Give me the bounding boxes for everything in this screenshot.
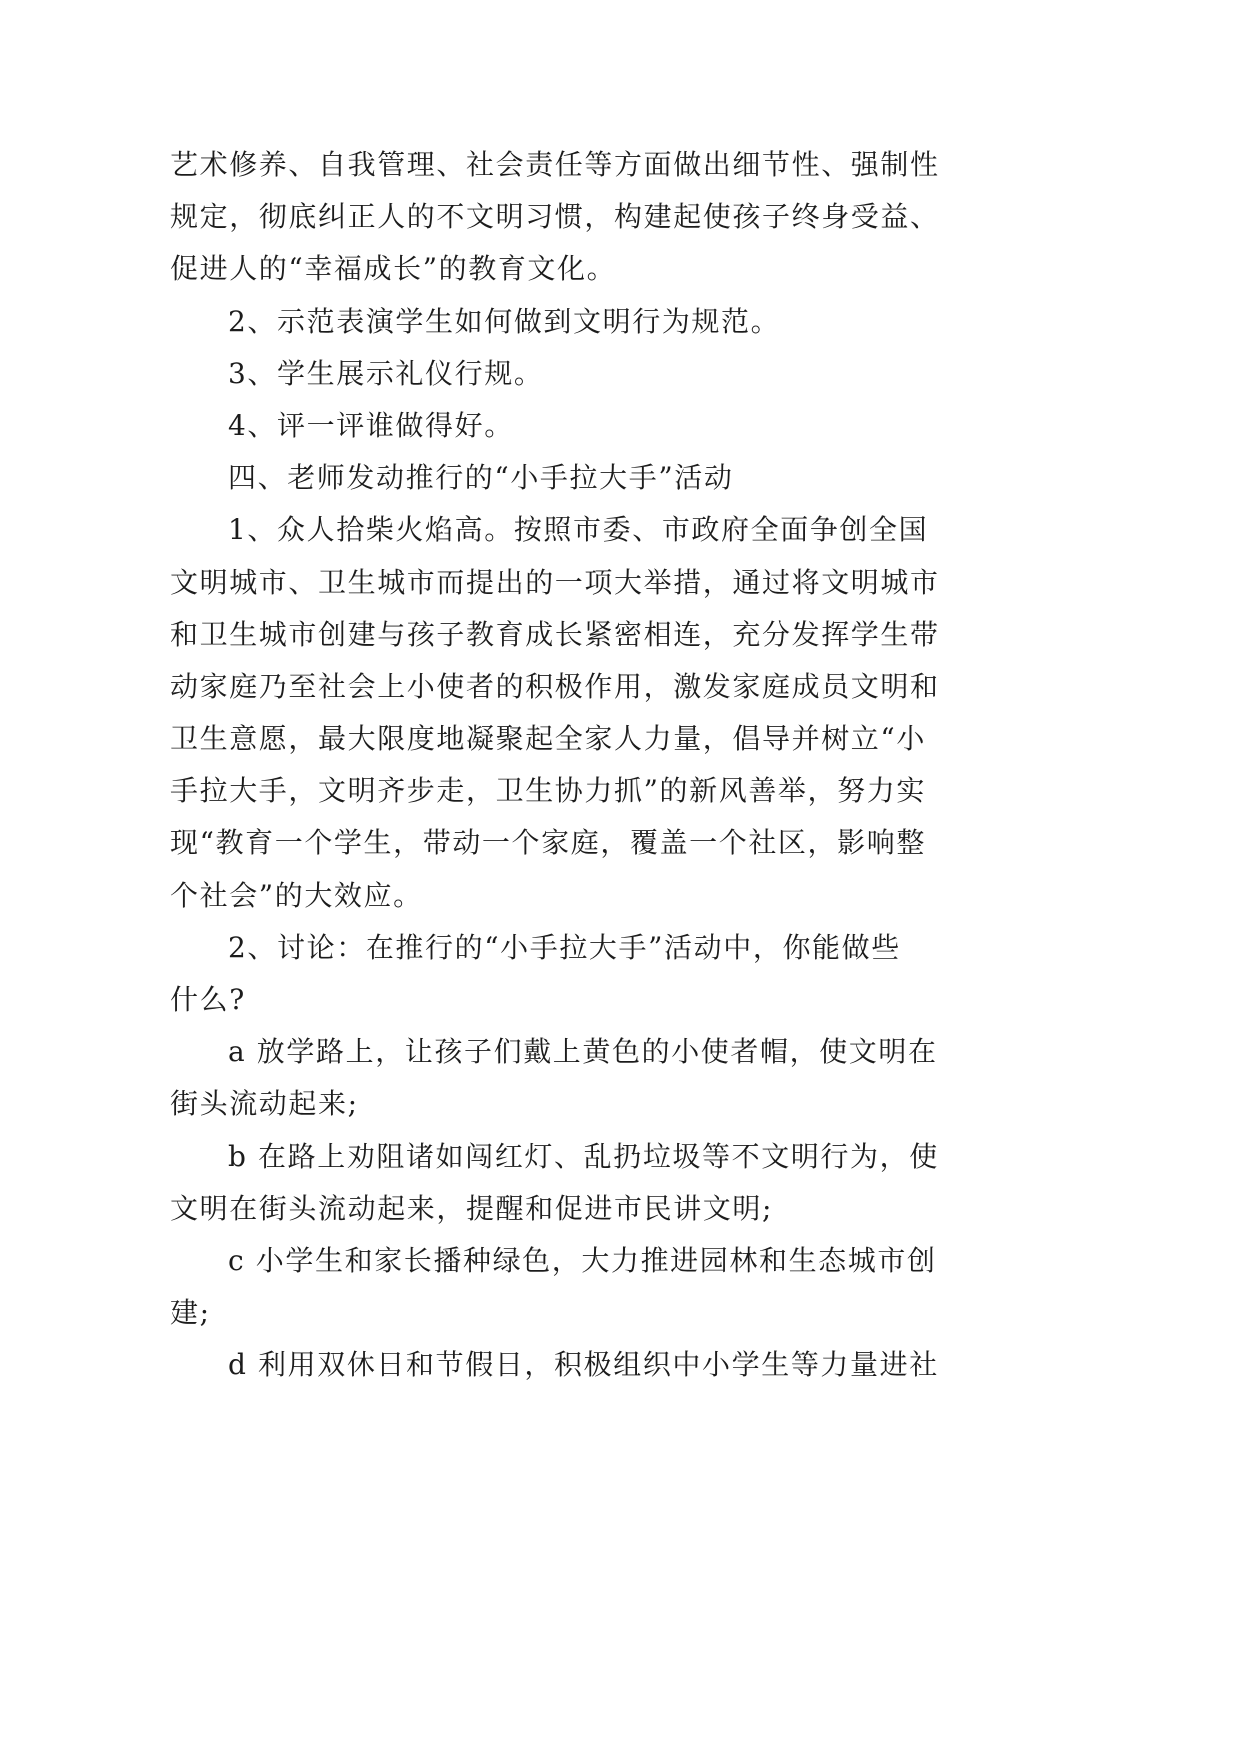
- text-line: 手拉大手，文明齐步走，卫生协力抓”的新风善举，努力实: [170, 774, 926, 808]
- text-line: d 利用双休日和节假日，积极组织中小学生等力量进社: [228, 1348, 939, 1382]
- text-line: 四、老师发动推行的“小手拉大手”活动: [228, 461, 734, 495]
- text-line: 现“教育一个学生，带动一个家庭，覆盖一个社区，影响整: [170, 826, 926, 860]
- text-line: 卫生意愿，最大限度地凝聚起全家人力量，倡导并树立“小: [170, 722, 926, 756]
- text-line: a 放学路上，让孩子们戴上黄色的小使者帽，使文明在: [228, 1035, 938, 1069]
- text-line: 街头流动起来;: [170, 1087, 359, 1121]
- paragraph: [170, 348, 990, 400]
- paragraph: [170, 452, 990, 504]
- paragraph: [170, 1235, 990, 1339]
- text-line: 艺术修养、自我管理、社会责任等方面做出细节性、强制性: [170, 148, 940, 181]
- text-line: 4、评一评谁做得好。: [228, 408, 514, 442]
- paragraph: [170, 1339, 990, 1391]
- text-line: 什么?: [170, 983, 246, 1016]
- text-line: 建;: [170, 1296, 211, 1330]
- text-line: 个社会”的大效应。: [170, 878, 423, 912]
- text-line: 规定，彻底纠正人的不文明习惯，构建起使孩子终身受益、: [170, 200, 940, 234]
- paragraph: [170, 1026, 990, 1130]
- text-line: 动家庭乃至社会上小使者的积极作用，激发家庭成员文明和: [170, 669, 940, 703]
- text-line: 文明城市、卫生城市而提出的一项大举措，通过将文明城市: [170, 565, 940, 599]
- text-line: 和卫生城市创建与孩子教育成长紧密相连，充分发挥学生带: [170, 617, 940, 651]
- text-line: 文明在街头流动起来，提醒和促进市民讲文明;: [170, 1191, 774, 1225]
- paragraph: [170, 504, 990, 922]
- text-line: 1、众人拾柴火焰高。按照市委、市政府全面争创全国: [228, 513, 929, 547]
- paragraph: [170, 1131, 990, 1235]
- text-line: 2、示范表演学生如何做到文明行为规范。: [228, 304, 781, 338]
- paragraph: [170, 296, 990, 348]
- paragraph: [170, 400, 990, 452]
- paragraph: [170, 922, 990, 1026]
- text-line: 3、学生展示礼仪行规。: [228, 356, 544, 390]
- text-line: 促进人的“幸福成长”的教育文化。: [170, 252, 617, 286]
- body-text: [170, 139, 990, 1392]
- paragraph: [170, 139, 990, 296]
- text-line: c 小学生和家长播种绿色，大力推进园林和生态城市创: [228, 1243, 937, 1277]
- text-line: b 在路上劝阻诸如闯红灯、乱扔垃圾等不文明行为，使: [228, 1139, 939, 1173]
- text-line: 2、讨论：在推行的“小手拉大手”活动中，你能做些: [228, 930, 901, 964]
